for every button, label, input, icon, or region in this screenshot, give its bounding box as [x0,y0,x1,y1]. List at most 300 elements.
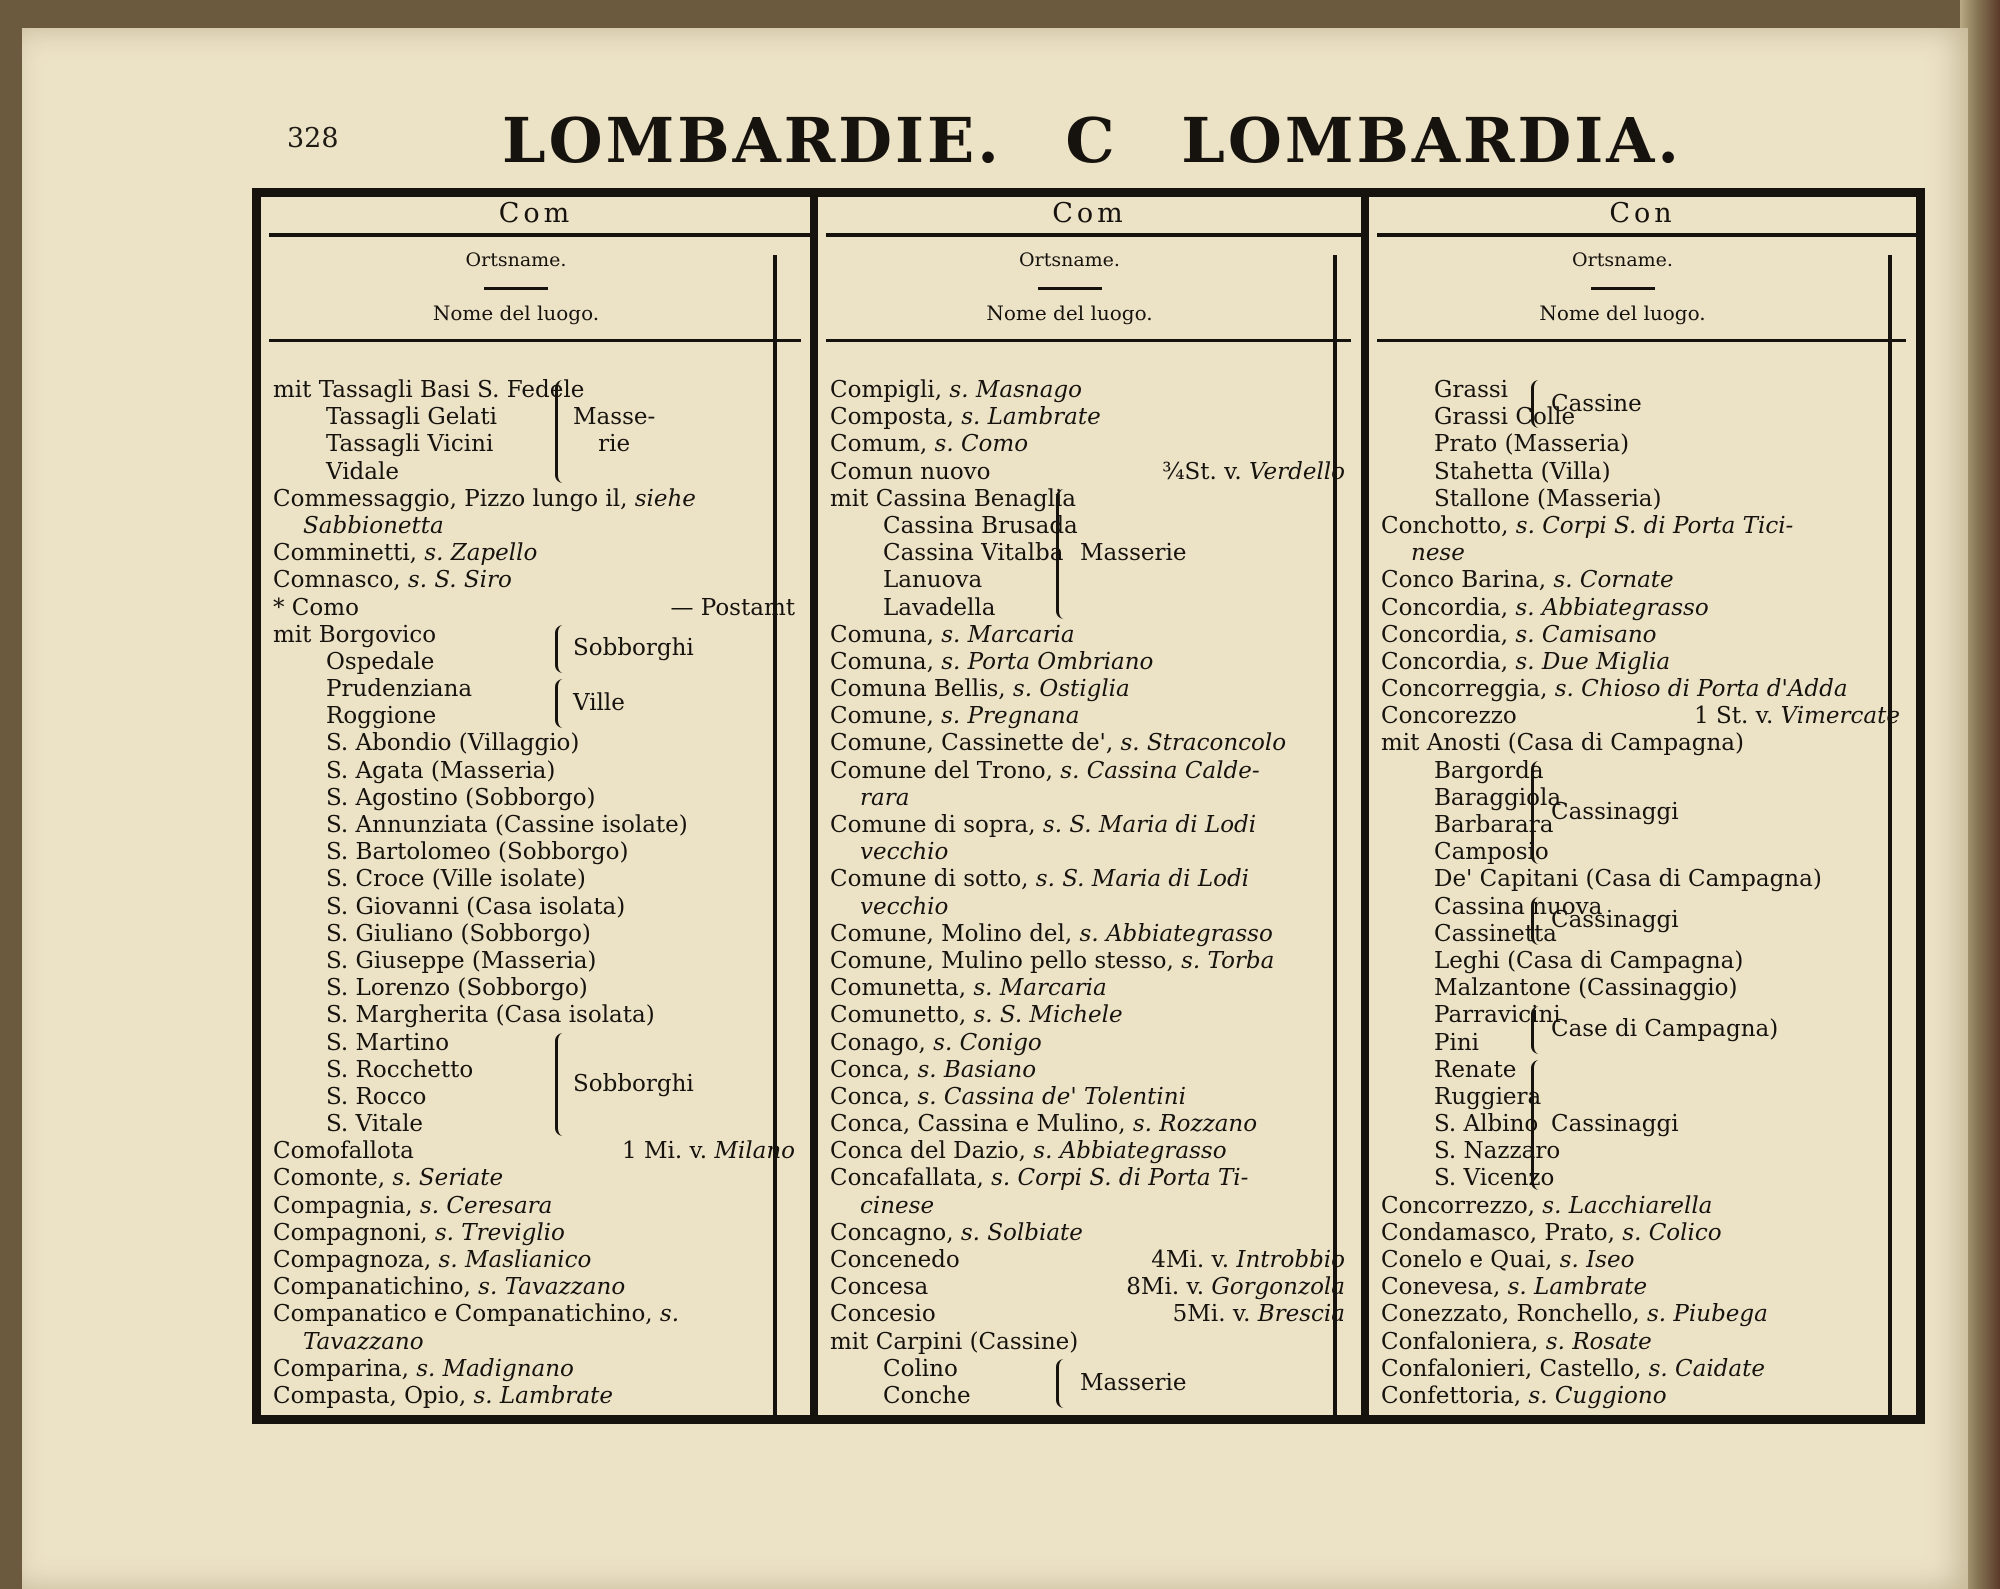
entry-reference: s. Maslianico [431,1247,592,1273]
list-item [273,948,795,975]
divider [1038,287,1102,290]
entry-reference: s. Cuggiono [1521,1382,1667,1409]
entry-name: Comum, [830,431,928,458]
entry-name: Concenedo [830,1247,960,1273]
divider [826,233,1361,237]
list-item [830,513,1345,540]
list-item [273,567,795,594]
brace-label: Masse- rie [573,404,656,458]
entry-reference: s. Basiano [910,1056,1037,1083]
entry-reference: nese [1411,540,1465,567]
grouping-brace [555,625,568,673]
entry-name: Cassina Vitalba [883,540,1064,567]
column-divider [1361,197,1369,1415]
list-item [830,975,1345,1002]
entry-name: Conca del Dazio, [830,1138,1026,1165]
entry-name: Cassina nuova [1434,893,1603,920]
list-item [1381,676,1900,703]
entry-name: S. Croce (Ville isolate) [326,866,586,893]
entry-reference: s. Torba [1173,947,1275,974]
entry-name: Prato (Masseria) [1434,431,1630,458]
list-item [273,1165,795,1192]
list-item [1381,1383,1900,1410]
list-item [273,785,795,812]
entry-list [273,377,795,1410]
distance-text: 8Mi. v. [1126,1274,1212,1301]
column-subhead-italian: Nome del luogo. [1539,301,1706,325]
entry-name: Comparina, [273,1355,409,1382]
entry-reference: vecchio [860,893,949,920]
list-item [830,921,1345,948]
entry-reference: s. Marcaria [933,621,1075,648]
entry-name: S. Agostino (Sobborgo) [326,784,596,811]
page [22,28,1968,1589]
entry-name: Comofallota [273,1138,414,1165]
entry-reference: s. Pregnana [933,703,1080,730]
entry-reference: s. Marcaria [966,975,1107,1002]
column-subhead-italian: Nome del luogo. [432,301,600,325]
entry-name: Comune, Cassinette de', [830,730,1114,757]
list-item [1381,486,1900,513]
list-item [830,1165,1345,1192]
list-item [830,567,1345,594]
list-item [273,1247,795,1274]
entry-name: Conevesa, [1381,1274,1501,1301]
entry-reference: rara [860,784,910,811]
list-item [1381,1084,1900,1111]
entry-name: Camposio [1434,839,1549,866]
brace-label: Cassine [1551,390,1642,417]
list-item [830,1002,1345,1029]
list-item [273,921,795,948]
column-subhead-german: Ortsname. [1019,249,1120,271]
entry-reference: s. Cassina Calde- [1052,757,1260,784]
entry-reference: s. Madignano [408,1355,574,1382]
list-item [830,1193,1345,1220]
entry-name: Condamasco, Prato, [1381,1219,1615,1246]
entry-name: Comun nuovo [830,458,991,485]
entry-name: mit Tassagli Basi S. Fedele [273,377,585,403]
entry-name: Compagnoza, [273,1247,432,1273]
list-item [273,1084,795,1111]
list-item [273,676,795,703]
list-item [1381,540,1900,567]
list-item [273,1111,795,1138]
list-item [273,404,795,431]
brace-label: Sobborghi [573,635,694,662]
entry-name: Parravicini [1434,1002,1561,1029]
entry-reference: s. Zapello [417,540,538,567]
list-item [830,1111,1345,1138]
list-item [830,1030,1345,1057]
grouping-brace [1056,489,1069,619]
list-item [830,1084,1345,1111]
list-item [830,459,1345,486]
list-item [273,513,795,540]
entry-name: Concesio [830,1301,936,1328]
grouping-brace [1531,761,1544,864]
entry-distance [1151,1247,1345,1274]
entry-name: Prudenziana [326,676,473,703]
entry-name: S. Abondio (Villaggio) [326,730,580,757]
entry-name: S. Martino [326,1029,450,1056]
list-item [1381,1220,1900,1247]
distance-text: 5Mi. v. [1172,1301,1258,1328]
entry-name: Conezzato, Ronchello, [1381,1301,1640,1328]
distance-text: 1 St. v. [1694,703,1781,730]
entry-name: Comune, Molino del, [830,920,1073,947]
entry-name: Conelo e Quai, [1381,1247,1553,1273]
list-item [1381,649,1900,676]
entry-list [830,377,1345,1410]
list-item [830,622,1345,649]
entry-name: Commessaggio, Pizzo lungo il, [273,485,628,512]
entry-name: Conca, [830,1083,911,1110]
column-head: Com [498,198,574,229]
list-item [830,812,1345,839]
entry-name: S. Lorenzo (Sobborgo) [326,975,588,1002]
entry-name: Comminetti, [273,540,417,567]
list-item [830,649,1345,676]
entry-reference: s. Abbiategrasso [1072,920,1273,947]
entry-reference: s. Corpi S. di Porta Tici- [1508,512,1794,539]
entry-distance [1126,1274,1345,1301]
list-item [1381,1356,1900,1383]
entry-name: mit Carpini (Cassine) [830,1328,1079,1355]
entry-reference: s. [652,1301,680,1328]
brace-label: Cassinaggi [1551,1111,1679,1138]
brace-label: Masserie [1080,540,1187,567]
entry-name: Lanuova [883,567,983,594]
column-head: Com [1052,198,1127,229]
entry-name: Ruggiera [1434,1083,1542,1110]
entry-reference: s. Lambrate [1500,1274,1648,1301]
entry-name: Comuna, [830,621,934,648]
entry-name: Grassi [1434,377,1509,403]
list-item [273,1274,795,1301]
list-item [1381,567,1900,594]
list-item [273,1329,795,1356]
entry-name: Comuna, [830,648,934,675]
list-item [1381,730,1900,757]
entry-reference: s. Lambrate [953,404,1101,431]
distance-text: 4Mi. v. [1151,1247,1237,1273]
entry-name: Renate [1434,1056,1517,1083]
list-item [1381,839,1900,866]
entry-name: Comunetto, [830,1002,967,1029]
entry-name: S. Giuliano (Sobborgo) [326,920,591,947]
list-item [830,1220,1345,1247]
list-item [1381,1057,1900,1084]
list-item [1381,459,1900,486]
page-number: 328 [287,123,339,154]
divider [1377,339,1906,342]
column-subhead-german: Ortsname. [465,249,567,271]
entry-name: Grassi Colle [1434,404,1576,431]
list-item [273,622,795,649]
entry-name: S. Vitale [326,1111,424,1138]
entry-reference: s. Lambrate [466,1382,613,1409]
list-item [830,486,1345,513]
list-item [830,703,1345,730]
entry-name: Companatico e Companatichino, [273,1301,653,1328]
entry-reference: s. Solbiate [953,1219,1083,1246]
entry-name: S. Rocchetto [326,1056,474,1083]
column-3 [1369,197,1916,1415]
list-item [830,1329,1345,1356]
list-item [273,431,795,458]
entry-reference: s. Seriate [385,1165,504,1192]
entry-name: Malzantone (Cassinaggio) [1434,975,1738,1002]
list-item [273,1057,795,1084]
list-item [1381,866,1900,893]
list-item [273,758,795,785]
entry-reference: s. Due Miglia [1508,648,1671,675]
entry-name: Comunetta, [830,975,967,1002]
divider [1591,287,1655,290]
entry-reference: s. Cornate [1546,567,1674,594]
distance-text: ¾St. v. [1162,458,1249,485]
brace-label: Sobborghi [573,1070,694,1097]
list-item [1381,1247,1900,1274]
entry-reference: siehe [627,485,696,512]
entry-name: Comnasco, [273,567,401,594]
list-item [830,1274,1345,1301]
list-item [830,431,1345,458]
divider [269,339,801,342]
list-item [273,459,795,486]
entry-name: S. Margherita (Casa isolata) [326,1002,655,1029]
entry-name: Tassagli Gelati [326,404,497,431]
title-right: LOMBARDIA. [1181,104,1682,177]
entry-name: Confettoria, [1381,1382,1522,1409]
title-letter: C [1065,104,1118,177]
entry-reference: s. Tavazzano [470,1274,626,1301]
entry-reference: s. Lacchiarella [1534,1192,1713,1219]
entry-name: Compagnoni, [273,1219,428,1246]
list-item [273,1383,795,1410]
entry-name: Concordia, [1381,648,1509,675]
list-item [273,1356,795,1383]
entry-name: Concordia, [1381,621,1509,648]
entry-name: Comune, Mulino pello stesso, [830,947,1174,974]
entry-name: S. Nazzaro [1434,1138,1561,1165]
entry-name: Cassina Brusada [883,512,1078,539]
brace-label: Ville [573,689,625,716]
entry-name: Comune del Trono, [830,757,1053,784]
entry-reference: s. S. Maria di Lodi [1035,812,1257,838]
column-divider [810,197,818,1415]
divider [1377,233,1916,237]
entry-name: Cassinetta [1434,920,1557,947]
list-item [1381,1165,1900,1192]
list-item [273,1002,795,1029]
entry-distance [1694,703,1900,730]
list-item [273,812,795,839]
divider [269,233,811,237]
entry-reference: s. Como [927,431,1029,458]
distance-place: Introbbio [1236,1247,1345,1273]
list-item [273,894,795,921]
entry-name: Vidale [326,458,399,485]
entry-reference: s. Camisano [1508,621,1657,648]
column-1 [261,197,811,1415]
entry-name: Composta, [830,404,954,431]
list-item [830,676,1345,703]
brace-label: Cassinaggi [1551,907,1679,934]
entry-reference: s. Iseo [1552,1247,1635,1273]
title-left: LOMBARDIE. [502,104,1002,177]
entry-reference: s. Rosate [1538,1328,1652,1355]
entry-reference: s. Conigo [925,1029,1042,1056]
list-item [273,975,795,1002]
list-item [830,894,1345,921]
list-item [273,595,795,622]
gazetteer-table [252,188,1925,1424]
list-item [273,1193,795,1220]
entry-name: S. Vicenzo [1434,1165,1555,1192]
entry-name: Barbarara [1434,812,1554,838]
entry-name: De' Capitani (Casa di Campagna) [1434,866,1822,893]
list-item [830,1138,1345,1165]
entry-name: Concorreggia, [1381,676,1548,703]
list-item [273,649,795,676]
entry-reference: s. Abbiategrasso [1025,1138,1227,1165]
entry-reference: s. Caidate [1641,1355,1765,1382]
list-item [273,1301,795,1328]
list-item [830,866,1345,893]
page-title [502,104,1682,194]
list-item [830,404,1345,431]
entry-name: Concafallata, [830,1165,984,1192]
entry-name: Conchotto, [1381,512,1509,539]
entry-name: Roggione [326,703,437,730]
list-item [830,948,1345,975]
list-item [273,486,795,513]
entry-reference: Sabbionetta [303,512,444,539]
grouping-brace [1531,1006,1544,1054]
entry-name: Concorrezzo, [1381,1192,1535,1219]
entry-reference: vecchio [860,839,949,866]
entry-reference: s. Ostiglia [1005,676,1130,703]
entry-name: Compasta, Opio, [273,1382,467,1409]
entry-name: Conago, [830,1029,926,1056]
entry-distance [622,1138,795,1165]
entry-name: Concagno, [830,1219,954,1246]
entry-name: Tassagli Vicini [326,431,494,458]
entry-reference: s. Straconcolo [1113,730,1287,757]
brace-label: Case di Campagna) [1551,1016,1779,1043]
distance-place: Gorgonzola [1211,1274,1345,1301]
entry-name: Comune di sopra, [830,812,1036,838]
divider [484,287,548,290]
list-item [830,1247,1345,1274]
list-item [273,1030,795,1057]
entry-reference: s. Treviglio [427,1219,565,1246]
entry-name: S. Albino [1434,1111,1539,1138]
entry-name: Comune di sotto, [830,866,1029,893]
distance-place: Verdello [1249,458,1345,485]
entry-name: Conche [883,1382,971,1409]
entry-distance [1173,1301,1345,1328]
divider [826,339,1351,342]
entry-name: S. Rocco [326,1083,427,1110]
list-item [1381,975,1900,1002]
list-item [830,758,1345,785]
entry-name: Baraggiola [1434,784,1562,811]
list-item [1381,431,1900,458]
column-subhead-german: Ortsname. [1572,249,1673,271]
grouping-brace [1531,380,1544,428]
entry-name: mit Cassina Benaglia [830,485,1077,512]
list-item [273,540,795,567]
column-head: Con [1609,198,1676,229]
entry-name: Concordia, [1381,594,1509,621]
list-item [1381,1329,1900,1356]
entry-name: Lavadella [883,594,996,621]
list-item [1381,622,1900,649]
entry-name: S. Agata (Masseria) [326,757,556,784]
entry-reference: s. Chioso di Porta d'Adda [1547,676,1848,703]
entry-reference: s. Rozzano [1125,1111,1258,1138]
entry-name: S. Giuseppe (Masseria) [326,947,597,974]
entry-distance [670,595,795,622]
entry-name: S. Bartolomeo (Sobborgo) [326,839,629,866]
column-subhead-italian: Nome del luogo. [986,301,1153,325]
entry-name: Comonte, [273,1165,386,1192]
list-item [273,703,795,730]
list-item [273,1220,795,1247]
grouping-brace [1056,1359,1069,1407]
entry-name: Confalonieri, Castello, [1381,1355,1642,1382]
distance-place: Brescia [1257,1301,1345,1328]
entry-name: Conco Barina, [1381,567,1547,594]
list-item [273,1138,795,1165]
entry-reference: s. S. Siro [400,567,512,594]
entry-reference: cinese [860,1192,935,1219]
list-item [273,377,795,404]
distance-text: 1 Mi. v. [622,1138,715,1165]
entry-name: Conca, Cassina e Mulino, [830,1111,1126,1138]
list-item [1381,1301,1900,1328]
list-item [830,730,1345,757]
list-item [830,1301,1345,1328]
grouping-brace [555,380,568,483]
list-item [1381,1138,1900,1165]
entry-name: * Como [273,594,359,621]
brace-label: Cassinaggi [1551,798,1679,825]
entry-reference: s. Abbiategrasso [1508,594,1709,621]
list-item [273,730,795,757]
distance-place: Vimercate [1780,703,1900,730]
entry-name: Ospedale [326,648,435,675]
entry-reference: Tavazzano [303,1328,424,1355]
grouping-brace [1531,897,1544,945]
entry-reference: s. Porta Ombriano [933,648,1154,675]
entry-name: Stallone (Masseria) [1434,485,1662,512]
entry-name: Bargorda [1434,757,1544,784]
entry-distance [1162,459,1345,486]
entry-reference: s. Corpi S. di Porta Ti- [983,1165,1249,1192]
entry-reference: s. Masnago [942,377,1082,403]
list-item [1381,513,1900,540]
entry-name: S. Giovanni (Casa isolata) [326,893,626,920]
column-2 [818,197,1361,1415]
list-item [1381,595,1900,622]
entry-reference: s. S. Maria di Lodi [1028,866,1250,893]
entry-name: Comuna Bellis, [830,676,1006,703]
list-item [1381,1274,1900,1301]
